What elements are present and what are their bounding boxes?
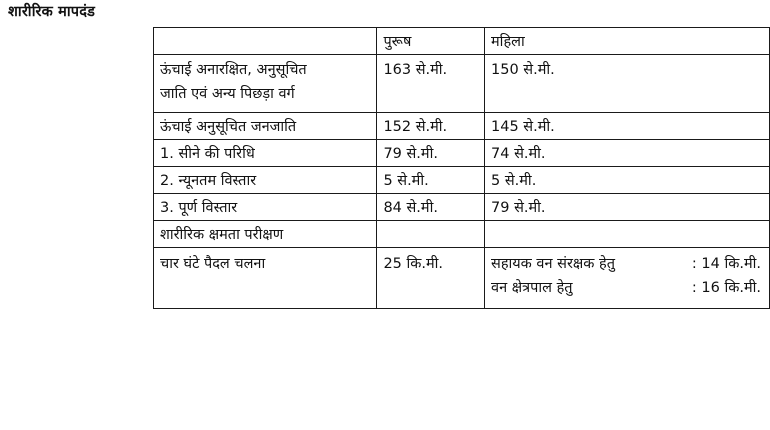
post-name: सहायक वन संरक्षक हेतु <box>491 256 615 272</box>
row-label <box>154 55 377 113</box>
table-row <box>154 55 770 113</box>
male-value-text: 25 कि.मी. <box>383 256 444 272</box>
male-value: 84 से.मी. <box>377 194 485 221</box>
row-label-text: चार घंटे पैदल चलना <box>160 256 266 272</box>
male-value: 152 से.मी. <box>377 113 485 140</box>
male-value <box>377 221 485 248</box>
row-label: 1. सीने की परिधि <box>154 140 377 167</box>
male-value <box>377 55 485 113</box>
row-label-line: जाति एवं अन्य पिछड़ा वर्ग <box>160 86 295 102</box>
female-requirement-line <box>491 276 769 300</box>
post-distance: : 16 कि.मी. <box>691 280 761 296</box>
physical-standards-table <box>153 27 770 309</box>
female-value: 74 से.मी. <box>485 140 770 167</box>
row-label: 2. न्यूनतम विस्तार <box>154 167 377 194</box>
row-label-line: ऊंचाई अनारक्षित, अनुसूचित <box>160 62 307 78</box>
post-name: वन क्षेत्रपाल हेतु <box>491 280 573 296</box>
table-row <box>154 167 770 194</box>
male-value: 5 से.मी. <box>377 167 485 194</box>
table-row <box>154 140 770 167</box>
table-header-row <box>154 28 770 55</box>
table-row <box>154 221 770 248</box>
male-value-text: 163 से.मी. <box>383 62 448 78</box>
table-row <box>154 113 770 140</box>
female-value <box>485 55 770 113</box>
page-heading: शारीरिक मापदंड <box>8 4 96 20</box>
female-requirement-line <box>491 252 769 276</box>
table-row <box>154 194 770 221</box>
post-distance: : 14 कि.मी. <box>691 256 761 272</box>
female-value <box>485 221 770 248</box>
female-value-text: 150 से.मी. <box>491 62 555 78</box>
row-label <box>154 248 377 309</box>
table-row <box>154 248 770 309</box>
header-criteria <box>154 28 377 55</box>
row-label: ऊंचाई अनुसूचित जनजाति <box>154 113 377 140</box>
row-label: 3. पूर्ण विस्तार <box>154 194 377 221</box>
header-female: महिला <box>485 28 770 55</box>
header-male: पुरूष <box>377 28 485 55</box>
female-value: 5 से.मी. <box>485 167 770 194</box>
male-value <box>377 248 485 309</box>
female-value: 79 से.मी. <box>485 194 770 221</box>
row-label: शारीरिक क्षमता परीक्षण <box>154 221 377 248</box>
male-value: 79 से.मी. <box>377 140 485 167</box>
female-value <box>485 248 770 309</box>
female-value: 145 से.मी. <box>485 113 770 140</box>
